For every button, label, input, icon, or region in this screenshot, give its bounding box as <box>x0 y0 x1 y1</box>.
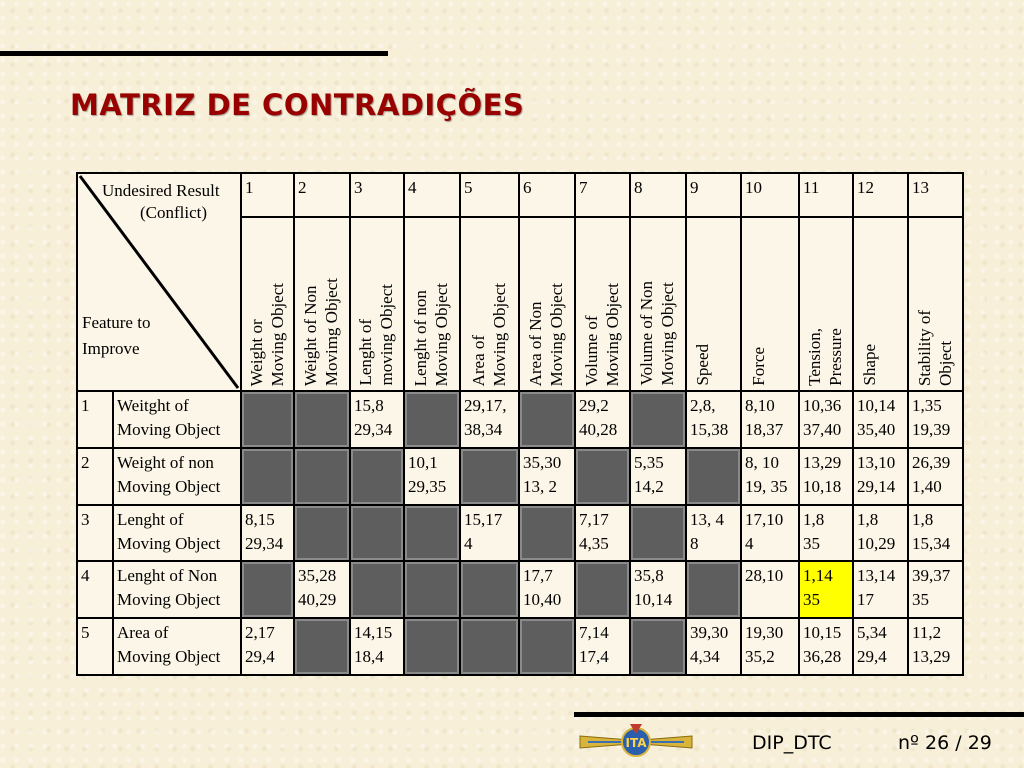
principle-cell: 8,15 29,34 <box>241 505 294 562</box>
blank-cell <box>350 448 404 505</box>
principle-cell: 10,15 36,28 <box>799 618 853 675</box>
principle-cell: 7,17 4,35 <box>575 505 630 562</box>
table-row <box>77 561 963 618</box>
blank-cell <box>686 561 741 618</box>
row-feature: Lenght of Moving Object <box>113 505 241 562</box>
principle-cell: 11,2 13,29 <box>908 618 963 675</box>
blank-cell <box>519 618 575 675</box>
blank-cell <box>575 561 630 618</box>
row-number: 3 <box>77 505 113 562</box>
row-number: 5 <box>77 618 113 675</box>
column-name-text: Speed <box>692 344 712 386</box>
column-name-text: Area of Non Moving Object <box>526 282 566 386</box>
blank-cell <box>460 448 519 505</box>
principle-cell: 13, 4 8 <box>686 505 741 562</box>
principle-cell: 26,39 1,40 <box>908 448 963 505</box>
blank-cell <box>460 561 519 618</box>
principle-cell: 5,35 14,2 <box>630 448 686 505</box>
column-name <box>294 217 350 391</box>
principle-cell: 39,37 35 <box>908 561 963 618</box>
principle-cell: 29,17, 38,34 <box>460 391 519 448</box>
principle-cell: 2,17 29,4 <box>241 618 294 675</box>
svg-text:ITA: ITA <box>625 736 647 750</box>
column-number-row <box>77 173 963 217</box>
column-name-text: Tension, Pressure <box>805 328 845 386</box>
principle-cell: 19,30 35,2 <box>741 618 799 675</box>
column-name-text: Lenght of moving Object <box>356 284 396 386</box>
column-name-text: Area of Moving Object <box>468 282 509 386</box>
row-number: 2 <box>77 448 113 505</box>
row-feature: Lenght of Non Moving Object <box>113 561 241 618</box>
blank-cell <box>241 448 294 505</box>
principle-cell: 29,2 40,28 <box>575 391 630 448</box>
principle-cell: 5,34 29,4 <box>853 618 908 675</box>
principle-cell: 13,29 10,18 <box>799 448 853 505</box>
principle-cell: 28,10 <box>741 561 799 618</box>
column-number: 5 <box>460 173 519 217</box>
column-number: 1 <box>241 173 294 217</box>
principle-cell: 1,14 35 <box>799 561 853 618</box>
footer-label: DIP_DTC <box>752 732 832 754</box>
column-name-text: Volume of Moving Object <box>581 282 622 386</box>
principle-cell: 1,8 35 <box>799 505 853 562</box>
blank-cell <box>519 391 575 448</box>
column-name <box>853 217 908 391</box>
principle-cell: 7,14 17,4 <box>575 618 630 675</box>
principle-cell: 1,8 15,34 <box>908 505 963 562</box>
column-number: 4 <box>404 173 460 217</box>
column-number: 2 <box>294 173 350 217</box>
row-number: 4 <box>77 561 113 618</box>
blank-cell <box>630 618 686 675</box>
column-name <box>908 217 963 391</box>
principle-cell: 13,14 17 <box>853 561 908 618</box>
column-number: 6 <box>519 173 575 217</box>
principle-cell: 1,35 19,39 <box>908 391 963 448</box>
column-name-text: Weight or Moving Object <box>246 282 287 386</box>
blank-cell <box>241 561 294 618</box>
column-number: 13 <box>908 173 963 217</box>
column-name-text: Lenght of non Moving Object <box>411 282 451 386</box>
principle-cell: 17,10 4 <box>741 505 799 562</box>
blank-cell <box>404 561 460 618</box>
blank-cell <box>404 505 460 562</box>
column-name <box>350 217 404 391</box>
column-name-text: Weight of Non Movimg Object <box>301 277 341 386</box>
table-row <box>77 618 963 675</box>
blank-cell <box>630 505 686 562</box>
page-number: nº 26 / 29 <box>898 732 992 754</box>
column-number: 3 <box>350 173 404 217</box>
column-name <box>575 217 630 391</box>
bottom-rule <box>574 712 1024 717</box>
principle-cell: 39,30 4,34 <box>686 618 741 675</box>
blank-cell <box>404 618 460 675</box>
principle-cell: 14,15 18,4 <box>350 618 404 675</box>
column-name <box>741 217 799 391</box>
blank-cell <box>519 505 575 562</box>
table-row <box>77 505 963 562</box>
principle-cell: 15,17 4 <box>460 505 519 562</box>
top-rule <box>0 51 388 56</box>
principle-cell: 2,8, 15,38 <box>686 391 741 448</box>
principle-cell: 1,8 10,29 <box>853 505 908 562</box>
table-row <box>77 391 963 448</box>
column-name-text: Stability of Object <box>914 309 955 386</box>
principle-cell: 15,8 29,34 <box>350 391 404 448</box>
column-name <box>241 217 294 391</box>
row-feature: Weitght of Moving Object <box>113 391 241 448</box>
blank-cell <box>460 618 519 675</box>
blank-cell <box>294 448 350 505</box>
row-number: 1 <box>77 391 113 448</box>
undesired-result-label: Undesired Result (Conflict) <box>102 181 220 222</box>
table-row <box>77 448 963 505</box>
column-number: 9 <box>686 173 741 217</box>
blank-cell <box>686 448 741 505</box>
feature-to-improve-label: Feature to Improve <box>82 313 151 358</box>
principle-cell: 35,28 40,29 <box>294 561 350 618</box>
column-name <box>460 217 519 391</box>
principle-cell: 13,10 29,14 <box>853 448 908 505</box>
column-number: 7 <box>575 173 630 217</box>
column-name <box>404 217 460 391</box>
principle-cell: 17,7 10,40 <box>519 561 575 618</box>
slide-title: MATRIZ DE CONTRADIÇÕES <box>70 88 525 122</box>
column-number: 12 <box>853 173 908 217</box>
column-name-text: Shape <box>859 344 879 386</box>
column-number: 10 <box>741 173 799 217</box>
column-name-text: Volume of Non Moving Object <box>637 281 677 386</box>
blank-cell <box>294 505 350 562</box>
column-name <box>799 217 853 391</box>
principle-cell: 10,1 29,35 <box>404 448 460 505</box>
column-name <box>630 217 686 391</box>
corner-header <box>77 173 241 391</box>
principle-cell: 8,10 18,37 <box>741 391 799 448</box>
column-number: 8 <box>630 173 686 217</box>
blank-cell <box>294 391 350 448</box>
contradiction-matrix <box>76 172 964 676</box>
principle-cell: 35,30 13, 2 <box>519 448 575 505</box>
column-name <box>519 217 575 391</box>
blank-cell <box>350 561 404 618</box>
ita-logo <box>578 722 694 762</box>
blank-cell <box>294 618 350 675</box>
blank-cell <box>241 391 294 448</box>
principle-cell: 10,14 35,40 <box>853 391 908 448</box>
row-feature: Weight of non Moving Object <box>113 448 241 505</box>
blank-cell <box>350 505 404 562</box>
blank-cell <box>630 391 686 448</box>
column-name-text: Force <box>749 347 768 386</box>
row-feature: Area of Moving Object <box>113 618 241 675</box>
blank-cell <box>575 448 630 505</box>
blank-cell <box>404 391 460 448</box>
principle-cell: 35,8 10,14 <box>630 561 686 618</box>
column-number: 11 <box>799 173 853 217</box>
principle-cell: 8, 10 19, 35 <box>741 448 799 505</box>
principle-cell: 10,36 37,40 <box>799 391 853 448</box>
column-name <box>686 217 741 391</box>
